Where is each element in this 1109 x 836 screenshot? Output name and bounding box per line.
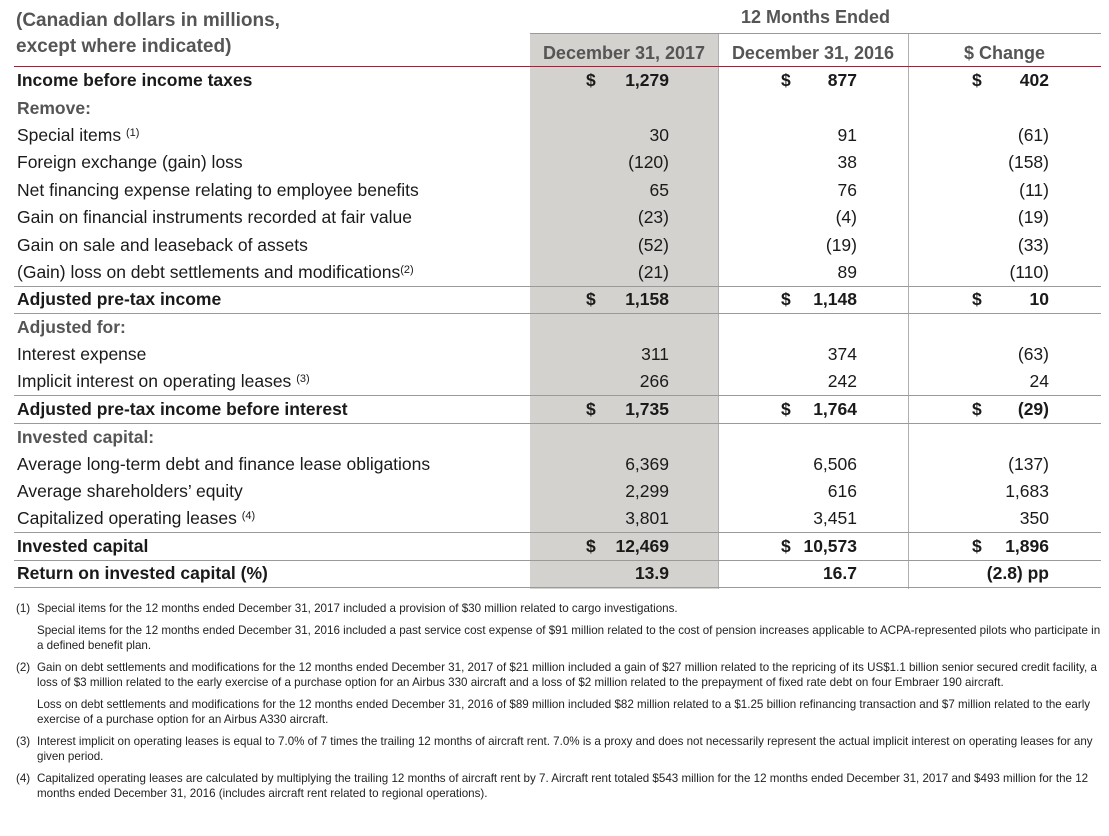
currency-sign: $ xyxy=(781,70,791,91)
value-2016: 91 xyxy=(837,124,857,145)
footnote-marker: (4) xyxy=(16,772,31,785)
value-2017 xyxy=(530,286,718,313)
value-2017: (21) xyxy=(637,261,669,282)
currency-sign: $ xyxy=(972,289,982,310)
currency-sign: $ xyxy=(586,398,596,419)
value-change: (2.8) pp xyxy=(908,560,1101,587)
value-change: (63) xyxy=(1017,344,1049,365)
currency-sign: $ xyxy=(586,70,596,91)
value-2017 xyxy=(530,396,718,423)
footnote-1 xyxy=(16,601,1101,616)
table-row xyxy=(14,396,1101,423)
value-text: 1,148 xyxy=(813,289,857,310)
value-2017: 6,369 xyxy=(625,453,669,474)
row-label: Adjusted pre-tax income before interest xyxy=(14,396,530,423)
row-label: Income before income taxes xyxy=(17,70,253,91)
value-2017: 311 xyxy=(641,344,669,365)
value-text: 402 xyxy=(1019,70,1049,91)
footnote-marker: (2) xyxy=(16,661,31,674)
value-2016: 374 xyxy=(827,344,857,365)
value-change: (19) xyxy=(1017,207,1049,228)
footnote-3 xyxy=(16,734,1101,764)
value-text: 1,279 xyxy=(625,70,669,91)
value-2017: 30 xyxy=(649,124,669,145)
row-label: Average long-term debt and finance lease obligations xyxy=(17,453,431,474)
value-change: 1,683 xyxy=(1005,481,1049,502)
section-row xyxy=(14,94,1101,121)
value-change: 24 xyxy=(1029,371,1049,392)
value-2017: (120) xyxy=(628,152,669,173)
value-2017: 2,299 xyxy=(625,481,669,502)
row-label: Return on invested capital (%) xyxy=(14,560,530,587)
value-change: (158) xyxy=(1008,152,1049,173)
value-change: 350 xyxy=(1019,508,1049,529)
section-label: Adjusted for: xyxy=(14,314,530,341)
value-change xyxy=(908,533,1101,560)
table-row xyxy=(14,149,1101,176)
column-header-change: $ Change xyxy=(963,43,1046,63)
value-2016 xyxy=(718,533,908,560)
value-2017: 266 xyxy=(639,371,669,392)
table-row xyxy=(14,177,1101,204)
table-row xyxy=(14,204,1101,231)
value-text: (29) xyxy=(1017,398,1049,419)
value-change xyxy=(908,286,1101,313)
value-text: 12,469 xyxy=(615,535,669,556)
value-2016: 616 xyxy=(827,481,857,502)
value-change xyxy=(908,67,1101,94)
row-label-text: (Gain) loss on debt settlements and modifications xyxy=(17,261,401,282)
value-2016 xyxy=(718,67,908,94)
footnote-2 xyxy=(16,660,1101,690)
value-2017 xyxy=(530,67,718,94)
table-row xyxy=(14,450,1101,477)
value-2016: 3,451 xyxy=(813,508,857,529)
row-label-text: Special items xyxy=(17,124,122,145)
footnote-text: Interest implicit on operating leases is equal to 7.0% of 7 times the trailing 12 months of aircraft rent. 7.0% is a proxy and does not necessarily represent the actual implicit interest on operating leases for any given period. xyxy=(37,735,1093,763)
row-label: Gain on sale and leaseback of assets xyxy=(17,234,308,255)
row-label: Average shareholders’ equity xyxy=(17,481,243,502)
roic-table xyxy=(14,67,1101,588)
units-caption xyxy=(16,8,280,60)
value-2017: 65 xyxy=(649,179,669,200)
row-label: Interest expense xyxy=(17,344,147,365)
footnote-ref: (2) xyxy=(400,263,414,276)
value-2016 xyxy=(718,286,908,313)
value-text: 877 xyxy=(827,70,857,91)
section-label: Invested capital: xyxy=(14,423,530,450)
footnote-marker: (1) xyxy=(16,602,31,615)
table-row xyxy=(14,533,1101,560)
units-line-2: except where indicated) xyxy=(16,36,232,57)
table-row xyxy=(14,67,1101,94)
footnotes xyxy=(16,601,1101,808)
table-row xyxy=(14,478,1101,505)
value-2017: 3,801 xyxy=(625,508,669,529)
footnote-marker: (3) xyxy=(16,735,31,748)
row-label xyxy=(14,122,530,149)
section-row xyxy=(14,314,1101,341)
row-label xyxy=(14,368,530,395)
footnote-text: Capitalized operating leases are calculated by multiplying the trailing 12 months of aircraft rent by 7. Aircraft rent totaled $543 million for the 12 months ended December 31, 2017 and $493 million for the 12 months ended December 31, 2016 (includes aircraft rent related to regional operations). xyxy=(37,772,1089,800)
value-2016: (19) xyxy=(825,234,857,255)
row-label-text: Capitalized operating leases xyxy=(17,508,237,529)
column-header-2017: December 31, 2017 xyxy=(542,43,706,63)
row-label: Adjusted pre-tax income xyxy=(14,286,530,313)
footnote-text: Gain on debt settlements and modifications for the 12 months ended December 31, 2017 of $21 million included a gain of $27 million related to the repricing of its US$1.1 billion senior secured credit facility, a loss of $3 million related to the early exercise of a purchase option for an Airbus 330 aircraft and a loss of $2 million related to the prepayment of fixed rate debt on four Embraer 190 aircraft. xyxy=(37,661,1097,689)
footnote-ref: (4) xyxy=(241,510,256,523)
row-label: Invested capital xyxy=(14,533,530,560)
row-label: Foreign exchange (gain) loss xyxy=(17,152,243,173)
value-2016: 38 xyxy=(837,152,857,173)
value-2017: 13.9 xyxy=(530,560,718,587)
currency-sign: $ xyxy=(781,289,791,310)
value-change: (61) xyxy=(1017,124,1049,145)
currency-sign: $ xyxy=(586,289,596,310)
currency-sign: $ xyxy=(972,70,982,91)
value-text: 1,764 xyxy=(813,398,857,419)
row-label: Gain on financial instruments recorded at fair value xyxy=(17,207,412,228)
currency-sign: $ xyxy=(781,535,791,556)
value-2016 xyxy=(718,396,908,423)
value-2017 xyxy=(530,533,718,560)
footnote-text: Special items for the 12 months ended December 31, 2017 included a provision of $30 million related to cargo investigations. xyxy=(37,602,678,615)
currency-sign: $ xyxy=(586,535,596,556)
value-2016: 16.7 xyxy=(718,560,908,587)
section-row xyxy=(14,423,1101,450)
value-text: 1,158 xyxy=(625,289,669,310)
table-row xyxy=(14,341,1101,368)
section-label: Remove: xyxy=(17,97,91,118)
row-label xyxy=(14,505,530,532)
table-row xyxy=(14,505,1101,532)
footnote-2-continued: Loss on debt settlements and modifications for the 12 months ended December 31, 2016 of $89 million included $82 million related to a $1.25 billion refinancing transaction and $7 million related to the early exercise of a purchase option for an Airbus A330 aircraft. xyxy=(37,698,1091,726)
footnote-1-continued: Special items for the 12 months ended December 31, 2016 included a past service cost expense of $91 million related to the cost of pension increases applicable to ACPA-represented pilots who participate in a defined benefit plan. xyxy=(37,624,1101,652)
table-row xyxy=(14,368,1101,395)
table-row xyxy=(14,122,1101,149)
value-2016: (4) xyxy=(835,207,857,228)
row-label: Net financing expense relating to employee benefits xyxy=(17,179,419,200)
column-header-2016: December 31, 2016 xyxy=(731,43,895,63)
table-row xyxy=(14,286,1101,313)
value-change: (33) xyxy=(1017,234,1049,255)
currency-sign: $ xyxy=(972,398,982,419)
value-2016: 89 xyxy=(837,261,857,282)
footnote-ref: (3) xyxy=(296,373,310,386)
value-change: (11) xyxy=(1019,179,1049,200)
footnote-ref: (1) xyxy=(125,126,140,139)
value-2017: (23) xyxy=(637,207,669,228)
units-line-1: (Canadian dollars in millions, xyxy=(16,10,280,31)
value-2016: 76 xyxy=(837,179,857,200)
value-change xyxy=(908,396,1101,423)
value-text: 10,573 xyxy=(803,535,857,556)
value-text: 1,896 xyxy=(1005,535,1049,556)
currency-sign: $ xyxy=(781,398,791,419)
row-label xyxy=(14,259,530,286)
value-2017: (52) xyxy=(637,234,669,255)
value-change: (137) xyxy=(1008,453,1049,474)
value-2016: 6,506 xyxy=(813,453,857,474)
value-text: 1,735 xyxy=(625,398,669,419)
value-text: 10 xyxy=(1029,289,1049,310)
table-row xyxy=(14,560,1101,587)
footnote-4 xyxy=(16,771,1101,801)
currency-sign: $ xyxy=(972,535,982,556)
row-label-text: Implicit interest on operating leases xyxy=(17,371,292,392)
value-change: (110) xyxy=(1009,261,1049,282)
table-row xyxy=(14,259,1101,286)
table-row xyxy=(14,231,1101,258)
value-2016: 242 xyxy=(827,371,857,392)
period-header: 12 Months Ended xyxy=(740,7,890,27)
